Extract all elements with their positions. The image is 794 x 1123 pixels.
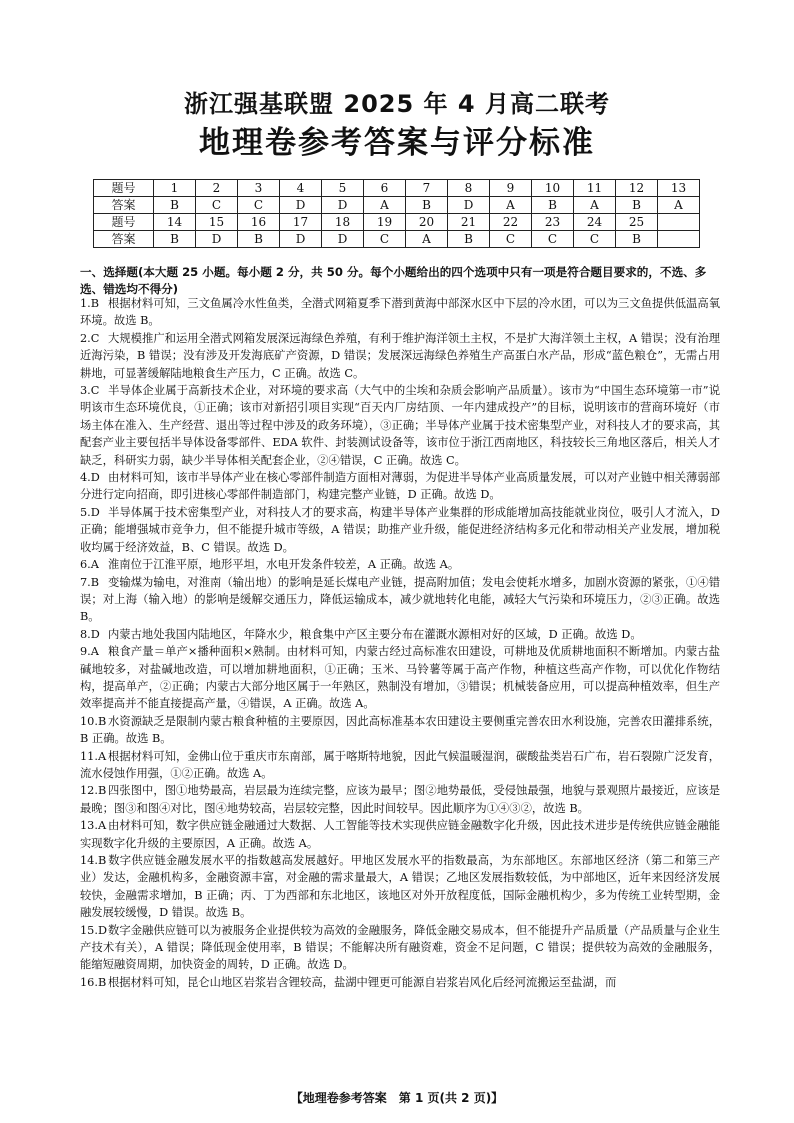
- explanation-item: [80, 643, 720, 713]
- question-number-row: [94, 180, 700, 197]
- explanation-item: [80, 504, 720, 556]
- answer-cell: C: [364, 231, 406, 248]
- question-number-cell: 8: [448, 180, 490, 197]
- explanation-item: [80, 713, 720, 748]
- explanation-number: 5.D: [80, 505, 100, 519]
- explanation-item: [80, 556, 720, 573]
- answer-row-label: 答案: [94, 197, 154, 214]
- question-number-cell: 23: [532, 214, 574, 231]
- explanation-number: 16.B: [80, 975, 107, 989]
- question-number-cell: 20: [406, 214, 448, 231]
- explanation-number: 14.B: [80, 854, 107, 867]
- question-number-cell: 13: [658, 180, 700, 197]
- question-number-cell: [658, 214, 700, 231]
- explanation-item: [80, 817, 720, 852]
- question-number-cell: 17: [280, 214, 322, 231]
- explanation-number: 12.B: [80, 784, 107, 798]
- document-title: 地理卷参考答案与评分标准: [199, 125, 595, 161]
- explanation-text: 根据材料可知，金佛山位于重庆市东南部，属于喀斯特地貌，因此气候温暖湿润，碳酸盐类岩石广布，岩石裂隙广泛发育，流水侵蚀作用强，①②正确。故选 A。: [80, 749, 720, 780]
- explanation-text: 内蒙古地处我国内陆地区，年降水少，粮食集中产区主要分布在灌溉水源相对好的区域，D 正确。故选 D。: [108, 627, 642, 641]
- explanation-text: 大规模推广和运用全潜式网箱发展深远海绿色养殖，有利于维护海洋领土主权，不是扩大海洋领土主权，A 错误；没有治理近海污染，B 错误；没有涉及开发海底矿产资源，D 错误；发展深远海绿色养殖生产高蛋白水产品，形成“蓝色粮仓”，无需占用耕地，可显著缓解陆地粮食生产压力，C 正确。故选 C。: [80, 331, 720, 380]
- explanation-number: 7.B: [80, 575, 100, 589]
- question-number-row: [94, 214, 700, 231]
- answer-cell: C: [238, 197, 280, 214]
- explanation-number: 13.A: [80, 819, 107, 833]
- question-number-cell: 4: [280, 180, 322, 197]
- question-number-cell: 21: [448, 214, 490, 231]
- question-number-row-label: 题号: [94, 214, 154, 231]
- question-number-cell: 9: [490, 180, 532, 197]
- answer-row-label: 答案: [94, 231, 154, 248]
- explanation-number: 10.B: [80, 714, 107, 728]
- question-number-cell: 12: [616, 180, 658, 197]
- explanation-item: [80, 922, 720, 974]
- question-number-cell: 25: [616, 214, 658, 231]
- answer-cell: A: [574, 197, 616, 214]
- explanation-item: [80, 974, 720, 991]
- answer-cell: D: [322, 197, 364, 214]
- question-number-cell: 1: [154, 180, 196, 197]
- answer-cell: B: [238, 231, 280, 248]
- answer-cell: B: [616, 231, 658, 248]
- explanation-text: 根据材料可知，昆仑山地区岩浆岩含锂较高，盐湖中锂更可能源自岩浆岩风化后经河流搬运至盐湖，而: [108, 975, 617, 989]
- explanation-number: 8.D: [80, 627, 100, 641]
- answer-cell: D: [322, 231, 364, 248]
- question-number-cell: 14: [154, 214, 196, 231]
- explanation-number: 3.C: [80, 384, 100, 398]
- explanation-item: [80, 748, 720, 783]
- explanation-text: 四张图中，图①地势最高，岩层最为连续完整，应该为最早；图②地势最低，受侵蚀最强，地貌与景观照片最接近，应该是最晚；图③和图④对比，图④地势较高，岩层较完整，因此时间较早。因此顺序为①④③②，故选 B。: [80, 784, 720, 815]
- explanation-item: [80, 574, 720, 626]
- explanation-item: [80, 852, 720, 922]
- question-number-cell: 15: [196, 214, 238, 231]
- explanation-number: 2.C: [80, 331, 100, 345]
- question-number-cell: 22: [490, 214, 532, 231]
- explanation-number: 9.A: [80, 645, 99, 659]
- explanation-number: 6.A: [80, 558, 99, 572]
- answer-cell: C: [490, 231, 532, 248]
- answer-cell: D: [196, 231, 238, 248]
- answer-cell: B: [448, 231, 490, 248]
- question-number-cell: 5: [322, 180, 364, 197]
- question-number-cell: 2: [196, 180, 238, 197]
- answer-cell: [658, 231, 700, 248]
- explanation-text: 半导体属于技术密集型产业，对科技人才的要求高，构建半导体产业集群的形成能增加高技能就业岗位，吸引人才流入，D 正确；能增强城市竞争力，但不能提升城市等级，A 错误；助推产业升级，能促进经济结构多元化和带动相关产业发展，增加税收均属于经济效益，B、C 错误。故选 D。: [80, 505, 720, 554]
- question-number-cell: 24: [574, 214, 616, 231]
- explanation-text: 半导体企业属于高新技术企业，对环境的要求高（大气中的尘埃和杂质会影响产品质量）。该市为“中国生态环境第一市”说明该市生态环境优良，①正确；该市对新招引项目实现“百天内厂房结顶、一年内建成投产”的目标，说明该市的营商环境好（市场主体在准入、生产经营、退出等过程中涉及的政务环境），③正确；半导体产业属于技术密集型产业，对科技人才的要求高，其配套产业主要包括半导体设备零部件、EDA 软件、封装测试设备等，该市位于浙江西南地区，科技较长三角地区落后，相关人才缺乏，科研实力弱，缺少半导体相关配套企业，②④错误，C 正确。故选 C。: [80, 384, 720, 467]
- answer-table: [93, 179, 700, 248]
- explanation-number: 4.D: [80, 471, 100, 485]
- answer-cell: D: [280, 231, 322, 248]
- answer-cell: A: [658, 197, 700, 214]
- explanation-item: [80, 469, 720, 504]
- question-number-cell: 18: [322, 214, 364, 231]
- answer-cell: B: [406, 197, 448, 214]
- explanation-text: 粮食产量＝单产×播种面积×熟制。由材料可知，内蒙古经过高标准农田建设，可耕地及优质耕地面积不断增加。内蒙古盐碱地较多，对盐碱地改造，可以增加耕地面积，①正确；玉米、马铃薯等属于高产作物，种植这些高产作物，可以优化作物结构，提高单产，②正确；内蒙古大部分地区属于一年熟区，熟制没有增加，③错误；机械装备应用，可以提高种植效率，但生产效率提高并不能直接提高产量，④错误，A 正确。故选 A。: [80, 645, 720, 711]
- explanation-item: [80, 295, 720, 330]
- explanation-text: 数字供应链金融发展水平的指数越高发展越好。甲地区发展水平的指数最高，为东部地区。东部地区经济（第二和第三产业）发达，金融机构多，金融资源丰富，对金融的需求量最大，A 错误；乙地区发展指数较低，为中部地区，近年来因经济发展较快，金融需求增加，B 正确；丙、丁为西部和东北地区，该地区对外开放程度低，国际金融机构少，多为传统工业转型期，金融发展较缓慢，D 错误。故选 B。: [80, 854, 720, 920]
- answer-cell: B: [616, 197, 658, 214]
- explanation-text: 根据材料可知，三文鱼属冷水性鱼类，全潜式网箱夏季下潜到黄海中部深水区中下层的冷水团，可以为三文鱼提供低温高氧环境。故选 B。: [80, 297, 720, 328]
- question-number-cell: 10: [532, 180, 574, 197]
- explanation-number: 11.A: [80, 749, 107, 763]
- answer-cell: C: [532, 231, 574, 248]
- explanation-item: [80, 782, 720, 817]
- explanation-number: 15.D: [80, 923, 108, 937]
- exam-title: 浙江强基联盟 2025 年 4 月高二联考: [184, 90, 610, 118]
- question-number-cell: 6: [364, 180, 406, 197]
- answer-cell: B: [532, 197, 574, 214]
- answer-row: [94, 197, 700, 214]
- page-footer: 【地理卷参考答案 第 1 页(共 2 页)】: [290, 1091, 504, 1105]
- question-number-row-label: 题号: [94, 180, 154, 197]
- explanation-text: 数字金融供应链可以为被服务企业提供较为高效的金融服务，降低金融交易成本，但不能提升产品质量（产品质量与企业生产技术有关），A 错误；降低现金使用率，B 错误；不能解决所有融资难，资金不足问题，C 错误；提供较为高效的金融服务，能缩短融资周期，加快资金的周转，D 正确。故选 D。: [80, 923, 720, 972]
- explanation-list: [80, 295, 720, 991]
- explanation-text: 由材料可知，数字供应链金融通过大数据、人工智能等技术实现供应链金融数字化升级，因此技术进步是传统供应链金融能实现数字化升级的主要原因，A 正确。故选 A。: [80, 819, 720, 850]
- answer-cell: B: [154, 197, 196, 214]
- explanation-text: 淮南位于江淮平原，地形平坦，水电开发条件较差，A 正确。故选 A。: [108, 558, 460, 572]
- explanation-text: 由材料可知，该市半导体产业在核心零部件制造方面相对薄弱，为促进半导体产业高质量发展，可以对产业链中相关薄弱部分进行定向招商，即引进核心零部件制造部门，构建完整产业链，D 正确。故选 D。: [80, 471, 720, 502]
- answer-cell: C: [196, 197, 238, 214]
- explanation-text: 水资源缺乏是限制内蒙古粮食种植的主要原因，因此高标准基本农田建设主要侧重完善农田水利设施，完善农田灌排系统，B 正确。故选 B。: [80, 714, 720, 746]
- section-heading: 一、选择题(本大题 25 小题。每小题 2 分，共 50 分。每个小题给出的四个选项中只有一项是符合题目要求的，不选、多选、错选均不得分): [80, 265, 707, 296]
- explanation-item: [80, 382, 720, 469]
- question-number-cell: 19: [364, 214, 406, 231]
- answer-cell: C: [574, 231, 616, 248]
- explanation-number: 1.B: [80, 297, 100, 310]
- answer-cell: D: [280, 197, 322, 214]
- answer-cell: A: [490, 197, 532, 214]
- question-number-cell: 7: [406, 180, 448, 197]
- explanation-item: [80, 626, 720, 643]
- answer-cell: B: [154, 231, 196, 248]
- question-number-cell: 3: [238, 180, 280, 197]
- answer-cell: A: [364, 197, 406, 214]
- answer-row: [94, 231, 700, 248]
- question-number-cell: 11: [574, 180, 616, 197]
- answer-cell: A: [406, 231, 448, 248]
- question-number-cell: 16: [238, 214, 280, 231]
- explanation-text: 变输煤为输电，对淮南（输出地）的影响是延长煤电产业链，提高附加值；发电会使耗水增多，加剧水资源的紧张，①④错误；对上海（输入地）的影响是缓解交通压力，降低运输成本，减少就地转化电能，减轻大气污染和环境压力，②③正确。故选 B。: [80, 575, 720, 624]
- answer-cell: D: [448, 197, 490, 214]
- explanation-item: [80, 330, 720, 382]
